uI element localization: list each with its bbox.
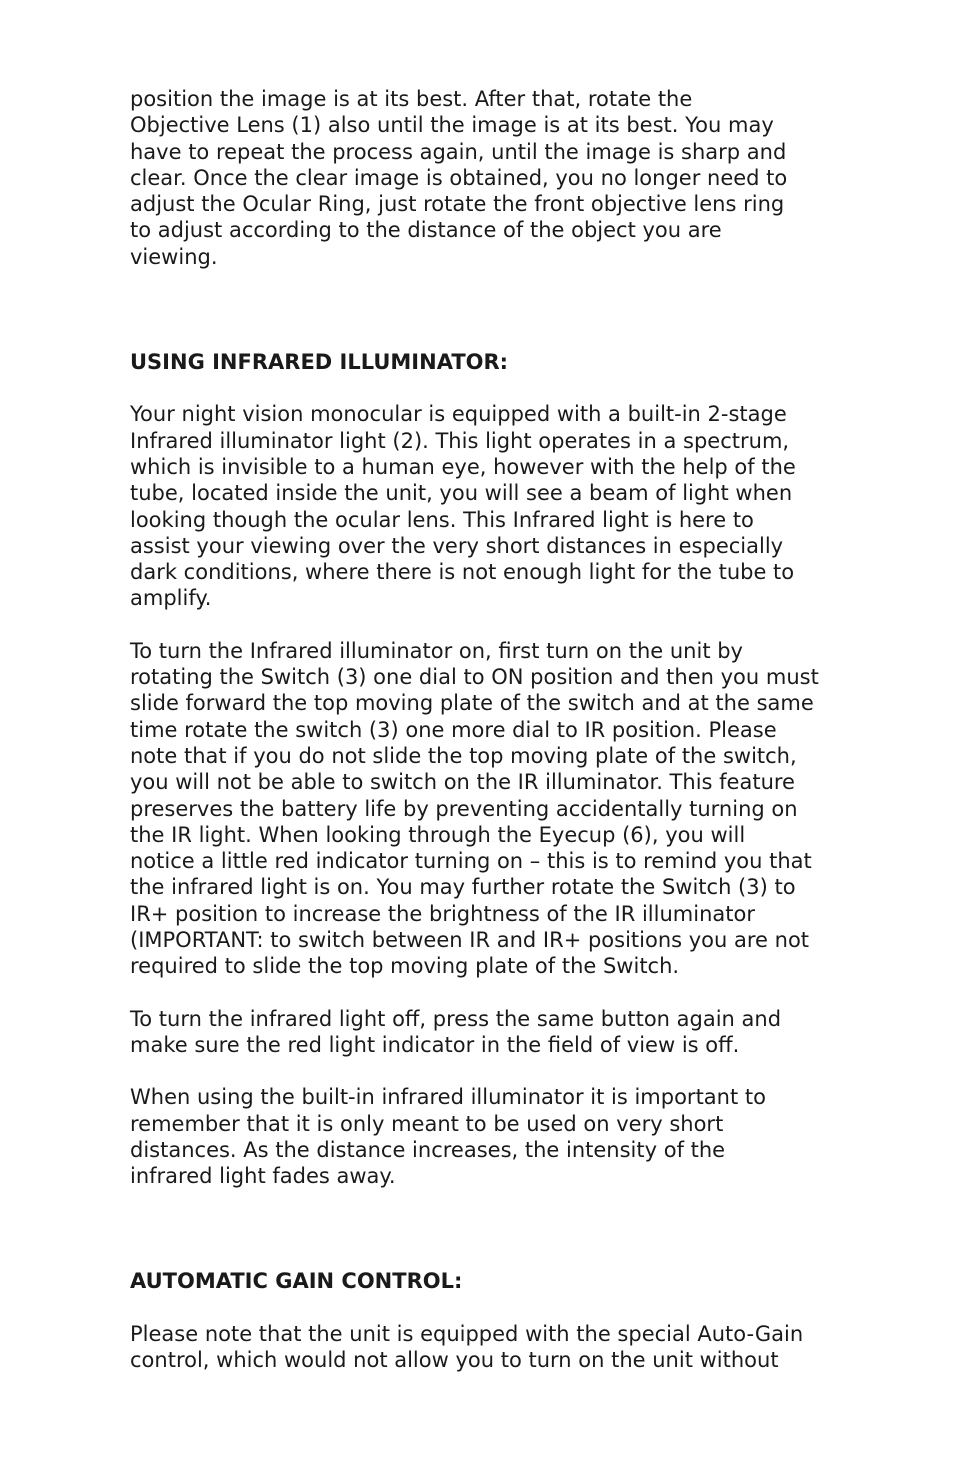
spacer (130, 612, 870, 638)
spacer (130, 375, 870, 401)
heading-automatic-gain-control: AUTOMATIC GAIN CONTROL: (130, 1269, 463, 1294)
spacer (130, 270, 870, 349)
spacer (130, 1189, 870, 1268)
heading-using-infrared-illuminator: USING INFRARED ILLUMINATOR: (130, 350, 509, 375)
document-page (130, 86, 870, 1373)
spacer (130, 1058, 870, 1084)
paragraph-turn-infrared-off: To turn the infrared light off, press the same button again and make sure the red light indicator in the field of view is off. (130, 1006, 782, 1057)
paragraph-auto-gain: Please note that the unit is equipped with the special Auto-Gain control, which would not allow you to turn on the unit without (130, 1321, 804, 1372)
paragraph-infrared-distance: When using the built-in infrared illuminator it is important to remember that it is only meant to be used on very short distances. As the distance increases, the intensity of the infrared light fades away. (130, 1085, 766, 1189)
paragraph-objective-lens: position the image is at its best. After that, rotate the Objective Lens (1) also until the image is at its best. You may have to repeat the process again, until the image is sharp and clear. Once the clear image is obtained, you no longer need to adjust the Ocular Ring, just rotate the front objective lens ring to adjust according to the distance of the object you are viewing. (130, 87, 788, 269)
paragraph-turn-infrared-on: To turn the Infrared illuminator on, first turn on the unit by rotating the Switch (3) one dial to ON position and then you must slide forward the top moving plate of the switch and at the same time rotate the switch (3) one more dial to IR position. Please note that if you do not slide the top moving plate of the switch, you will not be able to switch on the IR illuminator. This feature preserves the battery life by preventing accidentally turning on the IR light. When looking through the Eyecup (6), you will notice a little red indicator turning on – this is to remind you that the infrared light is on. You may further rotate the Switch (3) to IR+ position to increase the brightness of the IR illuminator (IMPORTANT: to switch between IR and IR+ positions you are not required to slide the top moving plate of the Switch. (130, 638, 819, 979)
paragraph-infrared-description: Your night vision monocular is equipped with a built-in 2-stage Infrared illuminator light (2). This light operates in a spectrum, which is invisible to a human eye, however with the help of the tube, located inside the unit, you will see a beam of light when looking though the ocular lens. This Infrared light is here to assist your viewing over the very short distances in especially dark conditions, where there is not enough light for the tube to amplify. (130, 402, 796, 611)
spacer (130, 1295, 870, 1321)
spacer (130, 980, 870, 1006)
